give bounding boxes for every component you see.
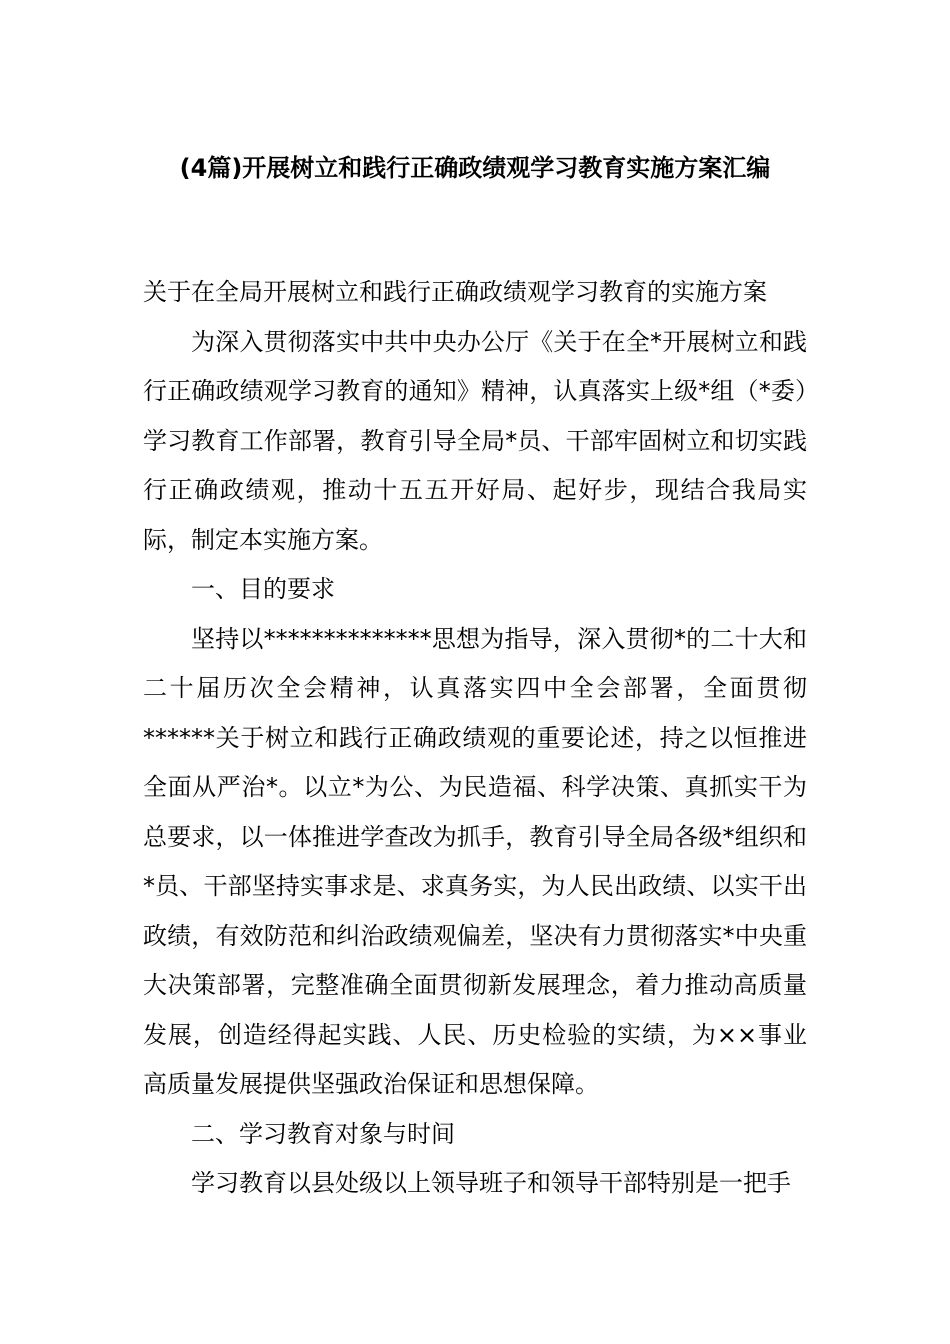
document-body bbox=[143, 268, 807, 1209]
section-heading-1: 一、目的要求 bbox=[191, 575, 335, 603]
document-title: (4篇)开展树立和践行正确政绩观学习教育实施方案汇编 bbox=[179, 154, 771, 182]
section-2-paragraph: 学习教育以县处级以上领导班子和领导干部特别是一把手 bbox=[191, 1169, 791, 1197]
intro-paragraph: 为深入贯彻落实中共中央办公厅《关于在全*开展树立和践行正确政绩观学习教育的通知》精神，认真落实上级*组（*委）学习教育工作部署，教育引导全局*员、干部牢固树立和切实践行正确政绩观，推动十五五开好局、起好步，现结合我局实际，制定本实施方案。 bbox=[143, 327, 807, 554]
document-subtitle: 关于在全局开展树立和践行正确政绩观学习教育的实施方案 bbox=[143, 278, 767, 306]
section-heading-2: 二、学习教育对象与时间 bbox=[191, 1119, 455, 1148]
section-1-paragraph: 坚持以**************思想为指导，深入贯彻*的二十大和二十届历次全会精神，认真落实四中全会部署，全面贯彻******关于树立和践行正确政绩观的重要论述，持之以恒推进全面从严治*。以立*为公、为民造福、科学决策、真抓实干为总要求，以一体推进学查改为抓手，教育引导全局各级*组织和*员、干部坚持实事求是、求真务实，为人民出政绩、以实干出政绩，有效防范和纠治政绩观偏差，坚决有力贯彻落实*中央重大决策部署，完整准确全面贯彻新发展理念，着力推动高质量发展，创造经得起实践、人民、历史检验的实绩，为××事业高质量发展提供坚强政治保证和思想保障。 bbox=[143, 624, 807, 1098]
